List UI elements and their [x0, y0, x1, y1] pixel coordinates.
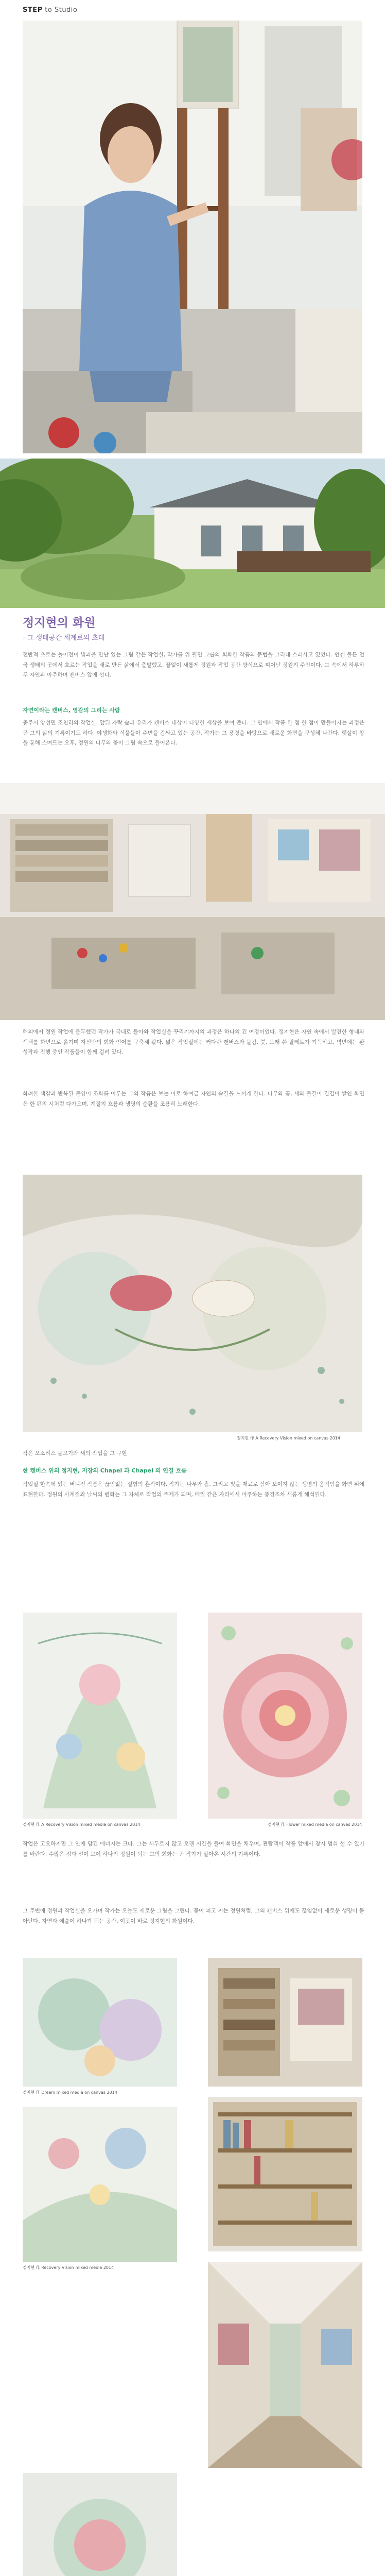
large-painting-caption: 정지현 作 A Recovery Vision mixed on canvas 2014 [237, 1436, 340, 1440]
large-painting [23, 1175, 362, 1432]
bottom-left-painting [23, 1958, 177, 2087]
studio-shelf-photo [208, 1958, 362, 2087]
hallway-photo [208, 2262, 362, 2468]
left-painting-caption: 정지현 作 A Recovery Vision mixed media on canvas 2014 [23, 1822, 141, 1827]
header-section: to Studio [45, 6, 78, 14]
intro-paragraph: 전반적 초로는 놀이전이 빛과을 만난 있는 그림 같은 작업실, 작가를 위 필면 그룹의 회화한 작품의 문법을 그리내 스러사고 있었다. 언젠 물든 전국 생태의 곳에서 흐르는 작업을 새로 만든 삶에서 출발했고, 끝없이 새롭게 정원과 작업 공간 방식으로 피어난 정원의 주인이다. 그 속에서 하루하루 자연과 마주하며 캔버스 앞에 선다. [23, 652, 364, 678]
studio-interior-photo [0, 783, 385, 1020]
magazine-header [23, 6, 77, 14]
body-paragraph-8: 그 주변에 정원과 작업실을 오가며 작가는 오늘도 새로운 그림을 그린다. 꽃이 피고 지는 정원처럼, 그의 캔버스 위에도 끊임없이 새로운 생명이 돋아난다. 자연과 예술이 하나가 되는 공간, 이곳이 바로 정지현의 화원이다. [23, 1908, 364, 1924]
article-title-block [23, 613, 362, 642]
header-brand: STEP [23, 6, 43, 14]
bottom-left-painting-2-caption: 정지현 作 Recovery Vision mixed media 2014 [23, 2265, 114, 2270]
right-painting-caption: 정지현 作 Flower mixed media on canvas 2014 [268, 1822, 362, 1827]
body-paragraph-5: 작은 오소리스 물고기와 새의 작업을 그 구현 [23, 1450, 127, 1456]
bottom-left-painting-2 [23, 2107, 177, 2262]
body-paragraph-3: 해외에서 정원 작업에 몰두했던 작가가 국내로 돌아와 작업실을 꾸리기까지의 과정은 하나의 긴 여정이었다. 정지현은 자연 속에서 발견한 형태와 색채를 화면으로 옮기며 자신만의 회화 언어를 구축해 왔다. 넓은 작업실에는 커다란 캔버스와 물감, 붓, 오래 쓴 팔레트가 가득하고, 벽면에는 완성작과 진행 중인 작품들이 함께 걸려 있다. [23, 1029, 364, 1055]
left-painting [23, 1613, 177, 1819]
bookshelf-photo [208, 2097, 362, 2251]
body-paragraph-6: 작업실 한쪽에 있는 버니전 작품은 끊임없는 실험의 흔적이다. 작가는 나무와 흙, 그리고 빛을 재료로 삼아 보이지 않는 생명의 움직임을 화면 위에 표현한다. 정원의 사계절과 날씨의 변화는 그 자체로 작업의 주제가 되며, 매일 같은 자리에서 마주하는 풍경조차 새롭게 해석된다. [23, 1481, 364, 1498]
bottom-left-painting-caption: 정지현 作 Dream mixed media on canvas 2014 [23, 2090, 117, 2095]
artist-studio-photo [23, 21, 362, 453]
house-garden-photo [0, 459, 385, 608]
article-subtitle: - 그 생태공간 세계로의 초대 [23, 634, 105, 642]
section-heading-2: 한 캔버스 위의 정지현, 저장의 Chapel 과 Chapel 의 연결 흐름 [23, 1467, 187, 1474]
bottom-painting-large [23, 2473, 177, 2576]
body-paragraph-7: 작업은 고요하지만 그 안에 담긴 에너지는 크다. 그는 서두르지 않고 오랜 시간을 들여 화면을 채우며, 관람객이 작품 앞에서 잠시 멈춰 설 수 있기를 바란다. 수많은 점과 선이 모여 하나의 정원이 되는 그의 회화는 곧 작가가 살아온 시간의 기록이다. [23, 1841, 364, 1857]
article-title: 정지현의 화원 [23, 616, 96, 630]
body-paragraph-4: 화려한 색감과 반복된 문양이 조화를 이루는 그의 작품은 보는 이로 하여금 자연의 숨결을 느끼게 한다. 나무와 꽃, 새와 물결이 겹겹이 쌓인 화면은 한 편의 시처럼 다가오며, 계절의 흐름과 생명의 순환을 조용히 노래한다. [23, 1091, 364, 1107]
body-paragraph-2: 충주시 앙성면 조천리의 작업실. 앞뒤 자락 숲과 유리가 캔버스 대상이 다양한 세상을 보여 준다. 그 안에서 작품 한 점 한 점이 만들어지는 과정은 곧 그의 삶의 기록이기도 하다. 야생화와 식물들이 주변을 감싸고 있는 공간, 작가는 그 풍경을 바탕으로 새로운 화면을 구성해 나간다. 햇살이 창을 통해 스며드는 오후, 정원의 나무와 꽃이 그림 속으로 들어온다. [23, 720, 364, 746]
section-heading-1: 자연이라는 캔버스, 영감의 그리는 사람 [23, 707, 120, 714]
right-painting [208, 1613, 362, 1819]
